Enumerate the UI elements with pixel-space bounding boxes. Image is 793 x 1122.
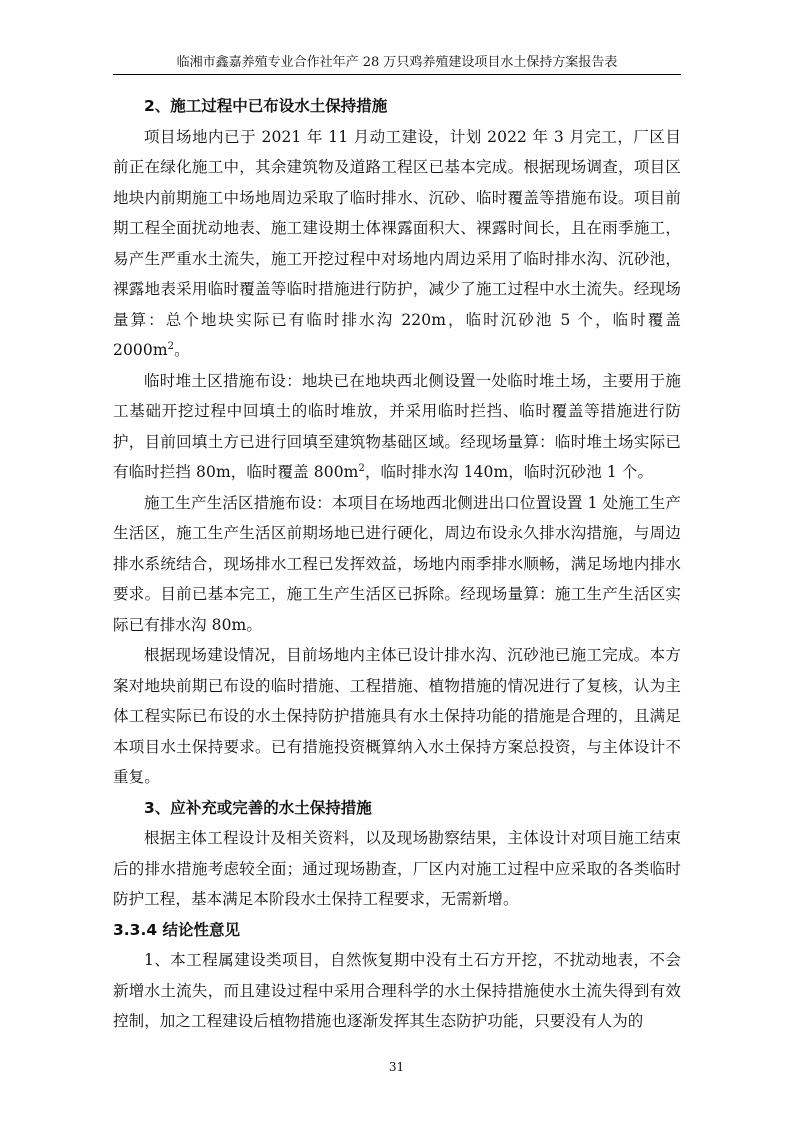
paragraph: 根据现场建设情况，目前场地内主体已设计排水沟、沉砂池已施工完成。本方案对地块前期已布设的临时措施、工程措施、植物措施的情况进行了复核，认为主体工程实际已布设的水土保持防护措施具有水土保持功能的措施是合理的，且满足本项目水土保持要求。已有措施投资概算纳入水土保持方案总投资，与主体设计不重复。 <box>113 646 681 786</box>
superscript: 2 <box>167 340 175 352</box>
section-heading-2: 2、施工过程中已布设水土保持措施 <box>144 97 388 115</box>
paragraph-end: 。 <box>174 341 190 359</box>
paragraph: 根据主体工程设计及相关资料，以及现场勘察结果，主体设计对项目施工结束后的排水措施考虑较全面；通过现场勘查，厂区内对施工过程中应采取的各类临时防护工程，基本满足本阶段水土保持工程要求，无需新增。 <box>113 829 681 908</box>
paragraph <box>113 122 681 366</box>
page-number: 31 <box>388 1060 405 1074</box>
running-header: 临湘市鑫嘉养殖专业合作社年产 28 万只鸡养殖建设项目水土保持方案报告表 <box>176 55 618 70</box>
section-heading-3: 3、应补充或完善的水土保持措施 <box>144 798 372 817</box>
superscript: 2 <box>358 462 365 474</box>
header-rule <box>113 74 681 75</box>
paragraph-text: 项目场地内已于 2021 年 11 月动工建设，计划 2022 年 3 月完工，厂区目前正在绿化施工中，其余建筑物及道路工程区已基本完成。根据现场调查，项目区地块内前期施工中场地周边采取了临时排水、沉砂、临时覆盖等措施布设。项目前期工程全面扰动地表、施工建设期土体裸露面积大、裸露时间长，且在雨季施工，易产生严重水土流失，施工开挖过程中对场地内周边采用了临时排水沟、沉砂池，裸露地表采用临时覆盖等临时措施进行防护，减少了施工过程中水土流失。经现场量算：总个地块实际已有临时排水沟 220m，临时沉砂池 5 个，临时覆盖 2000m <box>113 127 681 359</box>
paragraph: 施工生产生活区措施布设：本项目在场地西北侧进出口位置设置 1 处施工生产生活区，施工生产生活区前期场地已进行硬化，周边布设永久排水沟措施，与周边排水系统结合，现场排水工程已发挥效益，场地内雨季排水顺畅，满足场地内排水要求。目前已基本完工，施工生产生活区已拆除。经现场量算：施工生产生活区实际已有排水沟 80m。 <box>113 493 681 634</box>
paragraph-tail: ，临时排水沟 140m，临时沉砂池 1 个。 <box>364 463 654 481</box>
paragraph-text: 临时堆土区措施布设：地块已在地块西北侧设置一处临时堆土场，主要用于施工基础开挖过程中回填土的临时堆放，并采用临时拦挡、临时覆盖等措施进行防护，目前回填土方已进行回填至建筑物基础区域。经现场量算：临时堆土场实际已有临时拦挡 80m，临时覆盖 800m <box>113 371 681 481</box>
paragraph: 1、本工程属建设类项目，自然恢复期中没有土石方开挖，不扰动地表，不会新增水土流失，而且建设过程中采用合理科学的水土保持措施使水土流失得到有效控制，加之工程建设后植物措施也逐渐发挥其生态防护功能，只要没有人为的 <box>113 951 681 1030</box>
paragraph <box>113 366 681 488</box>
page-body <box>113 91 681 1037</box>
section-heading-3-3-4: 3.3.4 结论性意见 <box>113 920 241 939</box>
